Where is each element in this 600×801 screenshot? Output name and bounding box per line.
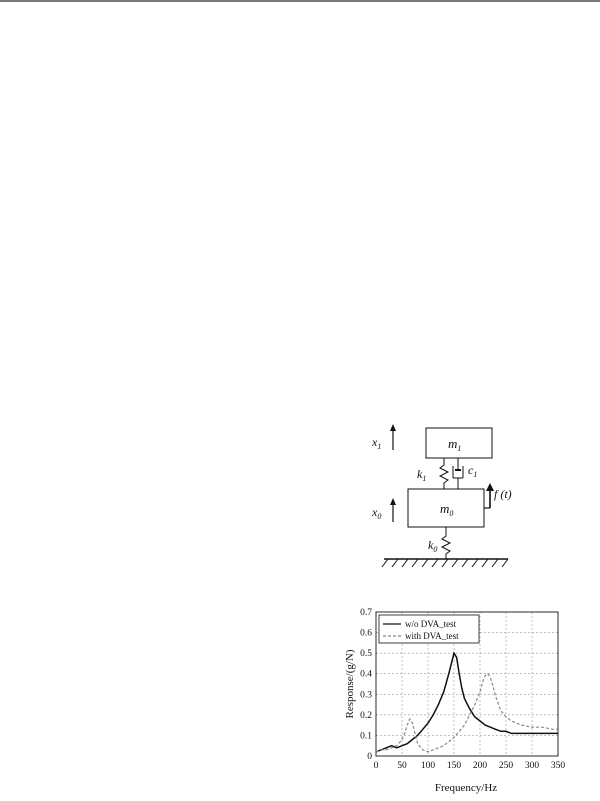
legend-entry-label: with DVA_test xyxy=(405,631,459,641)
x-tick-label: 100 xyxy=(420,761,436,771)
y-tick-label: 0.1 xyxy=(360,731,372,742)
legend-entry-label: w/o DVA_test xyxy=(405,619,457,629)
y-tick-label: 0.3 xyxy=(360,690,372,701)
damper-c1 xyxy=(453,458,463,489)
y-tick-label: 0.4 xyxy=(360,669,372,680)
y-axis-title: Response/(g/N) xyxy=(344,649,356,719)
y-tick-label: 0.6 xyxy=(360,628,372,639)
x0-arrow-icon xyxy=(390,498,396,522)
spring-k1-label: $k_1$ xyxy=(417,467,427,483)
x-tick-label: 250 xyxy=(498,761,514,771)
frequency-response-chart xyxy=(340,600,570,796)
y-tick-label: 0.5 xyxy=(360,649,372,660)
x-tick-label: 150 xyxy=(446,761,462,771)
x1-arrow-icon xyxy=(390,424,396,450)
spring-k0 xyxy=(442,527,450,559)
x-tick-label: 200 xyxy=(472,761,488,771)
force-arrow-icon xyxy=(484,483,494,508)
force-label: f (t) xyxy=(494,487,512,501)
x-axis-title: Frequency/Hz xyxy=(434,782,498,794)
mass-m0-label: $m_0$ xyxy=(440,501,454,518)
x-tick-label: 350 xyxy=(550,761,566,771)
ground-hatch xyxy=(382,559,508,567)
spring-k0-label: $k_0$ xyxy=(428,538,438,554)
x1-label: $x_1$ xyxy=(372,435,382,451)
y-tick-label: 0.7 xyxy=(360,608,372,618)
y-tick-label: 0.2 xyxy=(360,710,372,721)
x0-label: $x_0$ xyxy=(372,505,382,521)
mass-m1-box xyxy=(426,428,492,458)
series-line-with-dva xyxy=(376,674,558,752)
mass-m1-label: $m_1$ xyxy=(448,436,462,453)
damper-c1-label: $c_1$ xyxy=(468,463,478,479)
dva-schematic-diagram xyxy=(370,412,520,572)
spring-k1 xyxy=(440,458,448,489)
y-tick-label: 0 xyxy=(367,752,372,762)
top-rule xyxy=(0,0,600,2)
x-tick-label: 300 xyxy=(524,761,540,771)
x-tick-label: 0 xyxy=(373,761,379,771)
x-tick-label: 50 xyxy=(397,761,407,771)
